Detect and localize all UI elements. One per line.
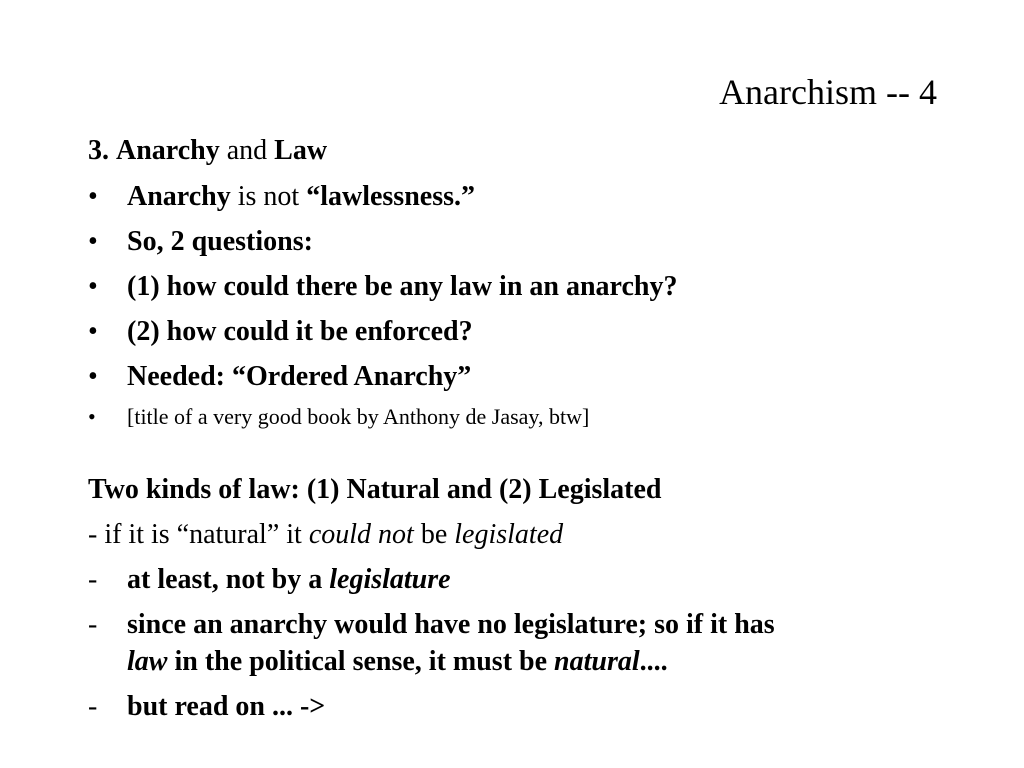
bullet-marker: •	[88, 226, 98, 257]
two-kinds-heading	[88, 473, 662, 507]
could-not-text: could not	[308, 519, 414, 550]
bullet-is-not: is not	[237, 181, 300, 212]
ellipsis-text: ....	[639, 646, 668, 677]
section-number: 3.	[88, 135, 109, 166]
bullet-text: So, 2 questions:	[127, 226, 313, 257]
dash-item	[127, 606, 775, 680]
dash-marker: -	[88, 691, 98, 722]
bullet-item	[127, 270, 677, 304]
natural-text: natural	[554, 646, 640, 677]
bullet-anarchy-word: Anarchy	[127, 181, 231, 212]
dash-line2-mid: in the political sense, it must be	[174, 646, 548, 677]
dash-item	[127, 688, 325, 725]
bullet-item	[127, 403, 589, 431]
bullet-text: Needed: “Ordered Anarchy”	[127, 361, 472, 392]
bullet-item	[127, 225, 313, 259]
two-kinds-text: Two kinds of law: (1) Natural and (2) Legislated	[88, 474, 662, 505]
bullet-marker: •	[88, 361, 98, 392]
natural-prefix: - if it is “natural” it	[88, 519, 302, 550]
bullet-marker: •	[88, 181, 98, 212]
bullet-marker: •	[88, 316, 98, 347]
slide-title: Anarchism -- 4	[719, 72, 937, 112]
dash-marker: -	[88, 564, 98, 595]
dash-marker: -	[88, 609, 98, 640]
natural-line	[88, 518, 563, 552]
section-word-law: Law	[274, 135, 328, 166]
bullet-marker: •	[88, 404, 96, 429]
bullet-text: (2) how could it be enforced?	[127, 316, 473, 347]
legislated-text: legislated	[454, 519, 564, 550]
dash-text: but read on ... ->	[127, 691, 326, 722]
legislature-text: legislature	[329, 564, 451, 595]
bullet-item	[127, 315, 473, 349]
bullet-lawlessness: “lawlessness.”	[306, 181, 475, 212]
bullet-item	[127, 360, 471, 394]
dash-text: at least, not by a	[127, 564, 323, 595]
law-text: law	[127, 646, 168, 677]
section-word-anarchy: Anarchy	[116, 135, 220, 166]
bullet-item	[127, 180, 475, 214]
bullet-marker: •	[88, 271, 98, 302]
be-text: be	[420, 519, 448, 550]
section-heading	[88, 134, 327, 168]
section-word-and: and	[226, 135, 268, 166]
dash-item	[127, 561, 451, 598]
bullet-text: [title of a very good book by Anthony de Jasay, btw]	[127, 404, 590, 429]
bullet-text: (1) how could there be any law in an anarchy?	[127, 271, 678, 302]
dash-line1: since an anarchy would have no legislature; so if it has	[127, 609, 775, 640]
